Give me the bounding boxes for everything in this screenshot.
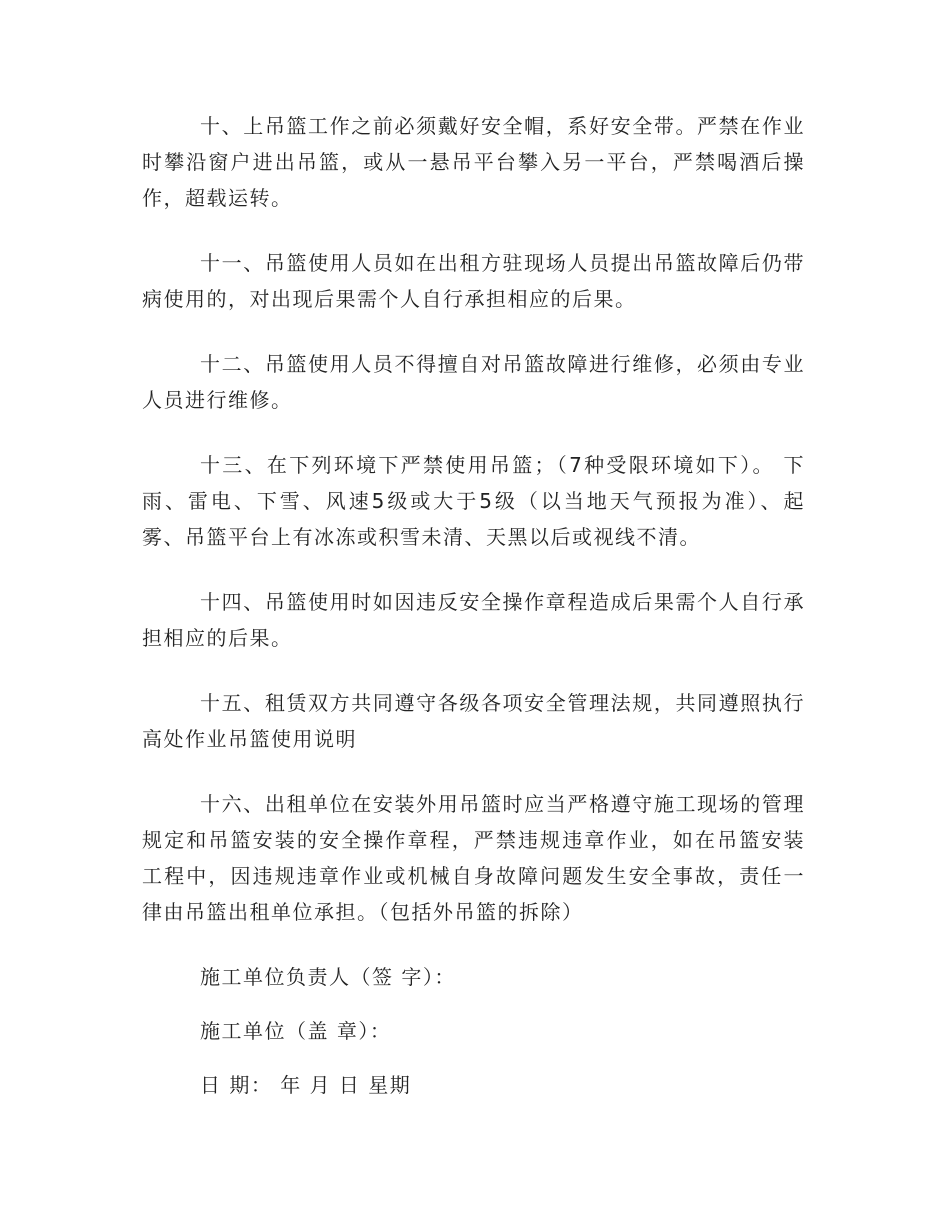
date-line: 日 期： 年 月 日 星期	[200, 1073, 412, 1097]
clause-10: 十、上吊篮工作之前必须戴好安全帽，系好安全带。严禁在作业时攀沿窗户进出吊篮，或从一悬吊平台攀入另一平台，严禁喝酒后操作，超载运转。	[142, 114, 805, 210]
signature-block	[142, 959, 805, 1103]
clause-16: 十六、出租单位在安装外用吊篮时应当严格遵守施工现场的管理规定和吊篮安装的安全操作章程，严禁违规违章作业，如在吊篮安装工程中，因违规违章作业或机械自身故障问题发生安全事故，责任一律由吊篮出租单位承担。（包括外吊篮的拆除）	[142, 792, 805, 924]
responsible-person-signature-line: 施工单位负责人（签 字）：	[200, 965, 456, 989]
clause-13: 十三、在下列环境下严禁使用吊篮；（7种受限环境如下）。 下雨、雷电、下雪、风速5级或大于5级（以当地天气预报为准）、起雾、吊篮平台上有冰冻或积雪未清、天黑以后或视线不清。	[142, 453, 805, 549]
clause-11: 十一、吊篮使用人员如在出租方驻现场人员提出吊篮故障后仍带病使用的，对出现后果需个人自行承担相应的后果。	[142, 251, 805, 311]
clause-14: 十四、吊篮使用时如因违反安全操作章程造成后果需个人自行承担相应的后果。	[142, 590, 805, 650]
unit-seal-line: 施工单位（盖 章）：	[200, 1019, 392, 1043]
clause-15: 十五、租赁双方共同遵守各级各项安全管理法规，共同遵照执行高处作业吊篮使用说明	[142, 691, 805, 751]
clause-12: 十二、吊篮使用人员不得擅自对吊篮故障进行维修，必须由专业人员进行维修。	[142, 352, 805, 412]
